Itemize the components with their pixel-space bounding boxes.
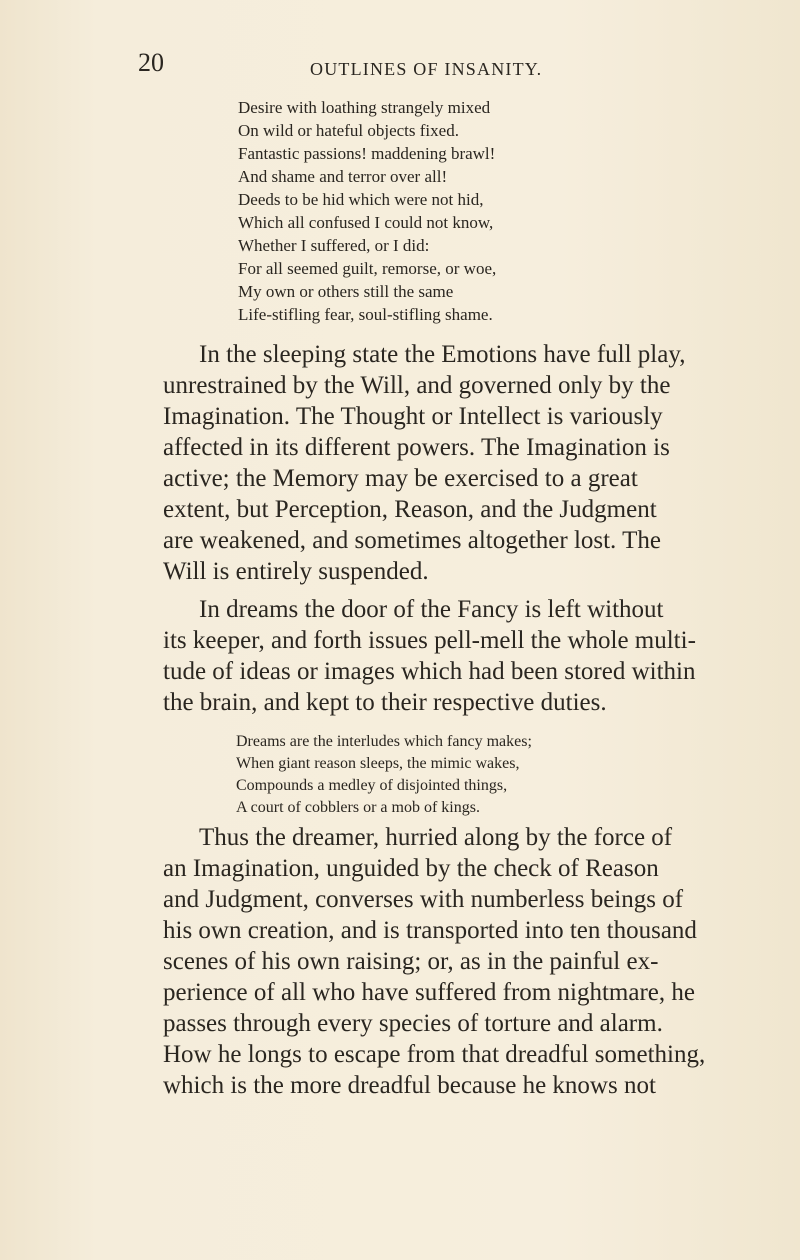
paragraph-3 xyxy=(163,822,783,1101)
paragraph-line: his own creation, and is transported into ten thousand xyxy=(163,917,697,944)
verse-line: Desire with loathing strangely mixed xyxy=(238,98,491,117)
verse-quotation-1 xyxy=(238,96,496,326)
paragraph-line: passes through every species of torture and alarm. xyxy=(163,1010,663,1037)
verse-line: Compounds a medley of disjointed things, xyxy=(236,777,508,794)
paragraph-line: Imagination. The Thought or Intellect is variously xyxy=(163,403,663,430)
paragraph-line: an Imagination, unguided by the check of Reason xyxy=(163,855,659,882)
verse-line: Deeds to be hid which were not hid, xyxy=(238,190,484,209)
verse-line: A court of cobblers or a mob of kings. xyxy=(236,799,480,816)
page-header xyxy=(138,48,778,88)
verse-line: On wild or hateful objects fixed. xyxy=(238,121,459,140)
paragraph-line: scenes of his own raising; or, as in the painful ex- xyxy=(163,948,659,975)
paragraph-line: perience of all who have suffered from nightmare, he xyxy=(163,979,695,1006)
verse-line: For all seemed guilt, remorse, or woe, xyxy=(238,259,497,278)
verse-line: When giant reason sleeps, the mimic wakes, xyxy=(236,755,520,772)
paragraph-line: In the sleeping state the Emotions have full play, xyxy=(199,341,686,368)
paragraph-2 xyxy=(163,594,783,718)
verse-line: And shame and terror over all! xyxy=(238,167,448,186)
paragraph-line: unrestrained by the Will, and governed only by the xyxy=(163,372,671,399)
paragraph-line: Thus the dreamer, hurried along by the force of xyxy=(199,824,673,851)
verse-line: Fantastic passions! maddening brawl! xyxy=(238,144,496,163)
verse-line: Dreams are the interludes which fancy makes; xyxy=(236,733,532,750)
paragraph-line: In dreams the door of the Fancy is left without xyxy=(199,596,664,623)
paragraph-line: Will is entirely suspended. xyxy=(163,558,429,585)
paragraph-line: and Judgment, converses with numberless beings of xyxy=(163,886,684,913)
paragraph-line: are weakened, and sometimes altogether lost. The xyxy=(163,527,661,554)
paragraph-line: active; the Memory may be exercised to a great xyxy=(163,465,638,492)
paragraph-line: extent, but Perception, Reason, and the Judgment xyxy=(163,496,657,523)
paragraph-line: affected in its different powers. The Imagination is xyxy=(163,434,670,461)
paragraph-line: which is the more dreadful because he knows not xyxy=(163,1072,656,1099)
paragraph-line: tude of ideas or images which had been stored within xyxy=(163,658,696,685)
verse-line: My own or others still the same xyxy=(238,282,454,301)
paragraph-line: How he longs to escape from that dreadful something, xyxy=(163,1041,706,1068)
paragraph-1 xyxy=(163,339,783,587)
page-number: 20 xyxy=(138,48,164,77)
paragraph-line: its keeper, and forth issues pell-mell the whole multi- xyxy=(163,627,696,654)
verse-line: Which all confused I could not know, xyxy=(238,213,494,232)
verse-line: Whether I suffered, or I did: xyxy=(238,236,430,255)
paragraph-line: the brain, and kept to their respective duties. xyxy=(163,689,607,716)
running-title: OUTLINES OF INSANITY. xyxy=(310,59,543,79)
verse-quotation-2 xyxy=(236,731,532,819)
verse-line: Life-stifling fear, soul-stifling shame. xyxy=(238,305,493,324)
